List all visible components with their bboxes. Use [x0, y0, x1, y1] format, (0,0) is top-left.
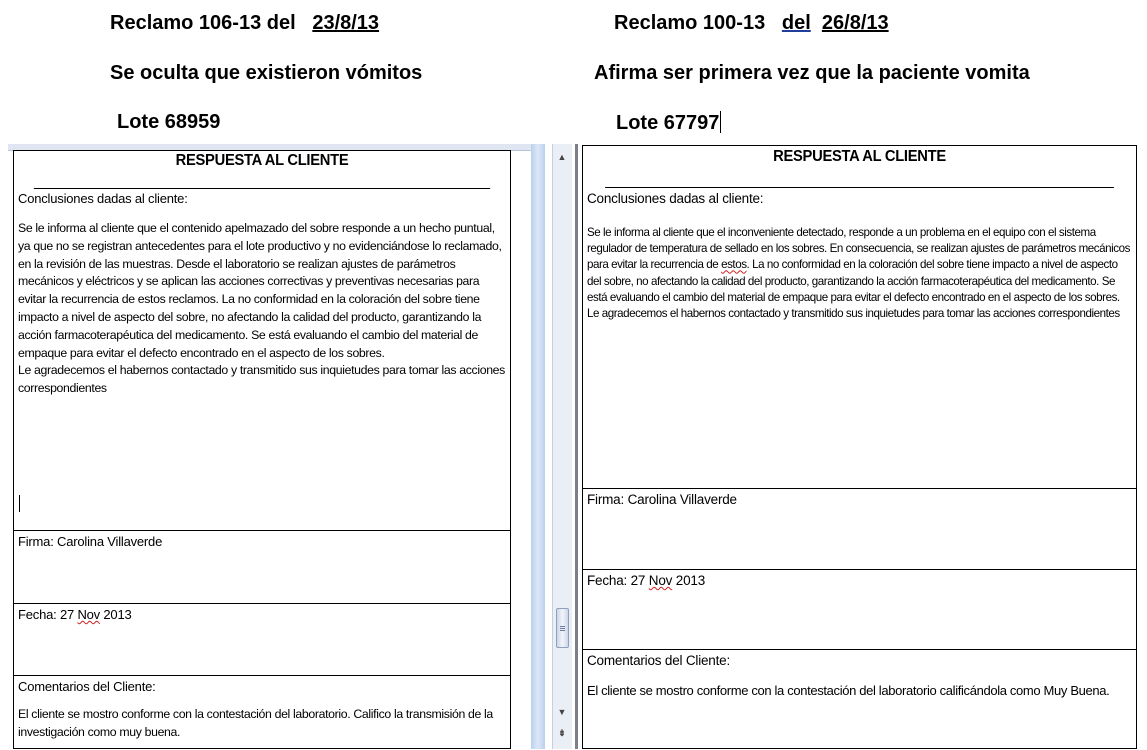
- right-fecha-prefix: Fecha: 27: [587, 573, 649, 588]
- text-cursor: [720, 111, 721, 133]
- left-conclusiones-text: Se le informa al cliente que el contenido apelmazado del sobre responde a un hecho puntual, ya que no se registran antecedentes para el lote productivo y no evidenciándose lo reclamado, en la revisión de las muestras. Desde el laboratorio se realizan ajustes de parámetros mecánicos y eléctricos y se aplican las acciones correctivas y preventivas necesarias para evitar la recurrencia de estos reclamos. La no conformidad en la coloración del sobre tiene impacto a nivel de aspecto del sobre, no afectando la calidad del producto, garantizando la acción farmacoterapéutica del medicamento. Se está evaluando el cambio del material de empaque para evitar el defecto encontrado en el aspecto de los sobres.: [18, 221, 502, 360]
- scroll-down-icon[interactable]: ▼: [557, 707, 567, 717]
- left-fecha-cell[interactable]: [14, 604, 510, 676]
- right-comentarios-label: Comentarios del Cliente:: [587, 653, 731, 668]
- scroll-up-icon[interactable]: ▲: [557, 152, 567, 162]
- right-fecha-year: 2013: [672, 573, 706, 588]
- left-conclusiones-label: Conclusiones dadas al cliente:: [18, 191, 188, 206]
- right-fecha-month: Nov: [648, 573, 673, 588]
- left-reclamo-date: 23/8/13: [312, 12, 380, 34]
- left-comentarios-label: Comentarios del Cliente:: [18, 679, 156, 694]
- right-reclamo-prefix: Reclamo 100-13: [614, 12, 766, 34]
- right-comentarios-cell[interactable]: [583, 650, 1136, 750]
- right-text-estos: estos: [721, 258, 747, 272]
- right-comentarios-text: El cliente se mostro conforme con la contestación del laboratorio calificándola como Muy Buena.: [587, 683, 1110, 698]
- left-conclusiones-cell[interactable]: [14, 189, 510, 531]
- right-firma-cell[interactable]: [583, 489, 1136, 570]
- left-response-form: [13, 150, 511, 749]
- vertical-scrollbar[interactable]: [552, 144, 572, 749]
- right-lote[interactable]: [616, 111, 721, 135]
- left-comentarios-text: El cliente se mostro conforme con la contestación del laboratorio. Califico la transmisión de la investigación como muy buena.: [18, 707, 493, 739]
- right-conclusiones-label: Conclusiones dadas al cliente:: [587, 191, 764, 206]
- right-firma: Firma: Carolina Villaverde: [587, 492, 737, 507]
- left-firma-cell[interactable]: [14, 531, 510, 604]
- left-reclamo-prefix: Reclamo 106-13 del: [110, 12, 296, 34]
- right-response-form: [582, 145, 1137, 749]
- left-lote: Lote 68959: [117, 111, 221, 133]
- right-reclamo-title: [614, 12, 889, 35]
- right-lote-text: Lote 67797: [616, 112, 720, 134]
- right-fecha-cell[interactable]: [583, 570, 1136, 650]
- left-fecha-prefix: Fecha: 27: [18, 607, 78, 622]
- left-reclamo-title: [110, 12, 379, 35]
- left-firma: Firma: Carolina Villaverde: [18, 534, 163, 549]
- left-agradecimiento: Le agradecemos el habernos contactado y transmitido sus inquietudes para tomar las acciones correspondientes: [18, 363, 505, 396]
- right-reclamo-del: del: [781, 12, 811, 34]
- right-reclamo-date: 26/8/13: [821, 12, 889, 34]
- right-conclusiones-text: [587, 225, 1132, 306]
- left-note: Se oculta que existieron vómitos: [110, 62, 423, 84]
- right-text-b: . La no conformidad en la coloración del sobre tiene impacto a nivel de aspecto del sobre, no afectando la calidad del producto, garantizando la acción farmacoterapéutica del medicamento. Se está evaluando el cambio del material de empaque para evitar el defecto encontrado en el aspecto de los sobres.: [587, 258, 1120, 304]
- right-note: Afirma ser primera vez que la paciente vomita: [594, 62, 1030, 84]
- right-agradecimiento: Le agradecemos el habernos contactado y transmitido sus inquietudes para tomar las acciones correspondientes: [587, 307, 1120, 321]
- left-comentarios-cell[interactable]: [14, 676, 510, 750]
- pane-divider: [575, 144, 578, 749]
- right-form-title: RESPUESTA AL CLIENTE: [605, 146, 1114, 188]
- left-form-title: RESPUESTA AL CLIENTE: [34, 151, 490, 189]
- right-conclusiones-cell[interactable]: [583, 188, 1136, 489]
- scrollbar-thumb[interactable]: [556, 608, 569, 648]
- window-edge: [531, 144, 545, 749]
- left-fecha-year: 2013: [99, 607, 132, 622]
- next-page-icon[interactable]: ⇟: [558, 728, 566, 738]
- left-fecha-month: Nov: [77, 607, 100, 622]
- right-text-a: Se le informa al cliente que el inconveniente detectado, responde a un problema en el equipo con el sistema regulador de temperatura de sellado en los sobres. En consecuencia, se realizan ajustes de parámetros mecánicos para evitar la recurrencia de: [587, 226, 1130, 272]
- left-text-cursor: [19, 495, 20, 512]
